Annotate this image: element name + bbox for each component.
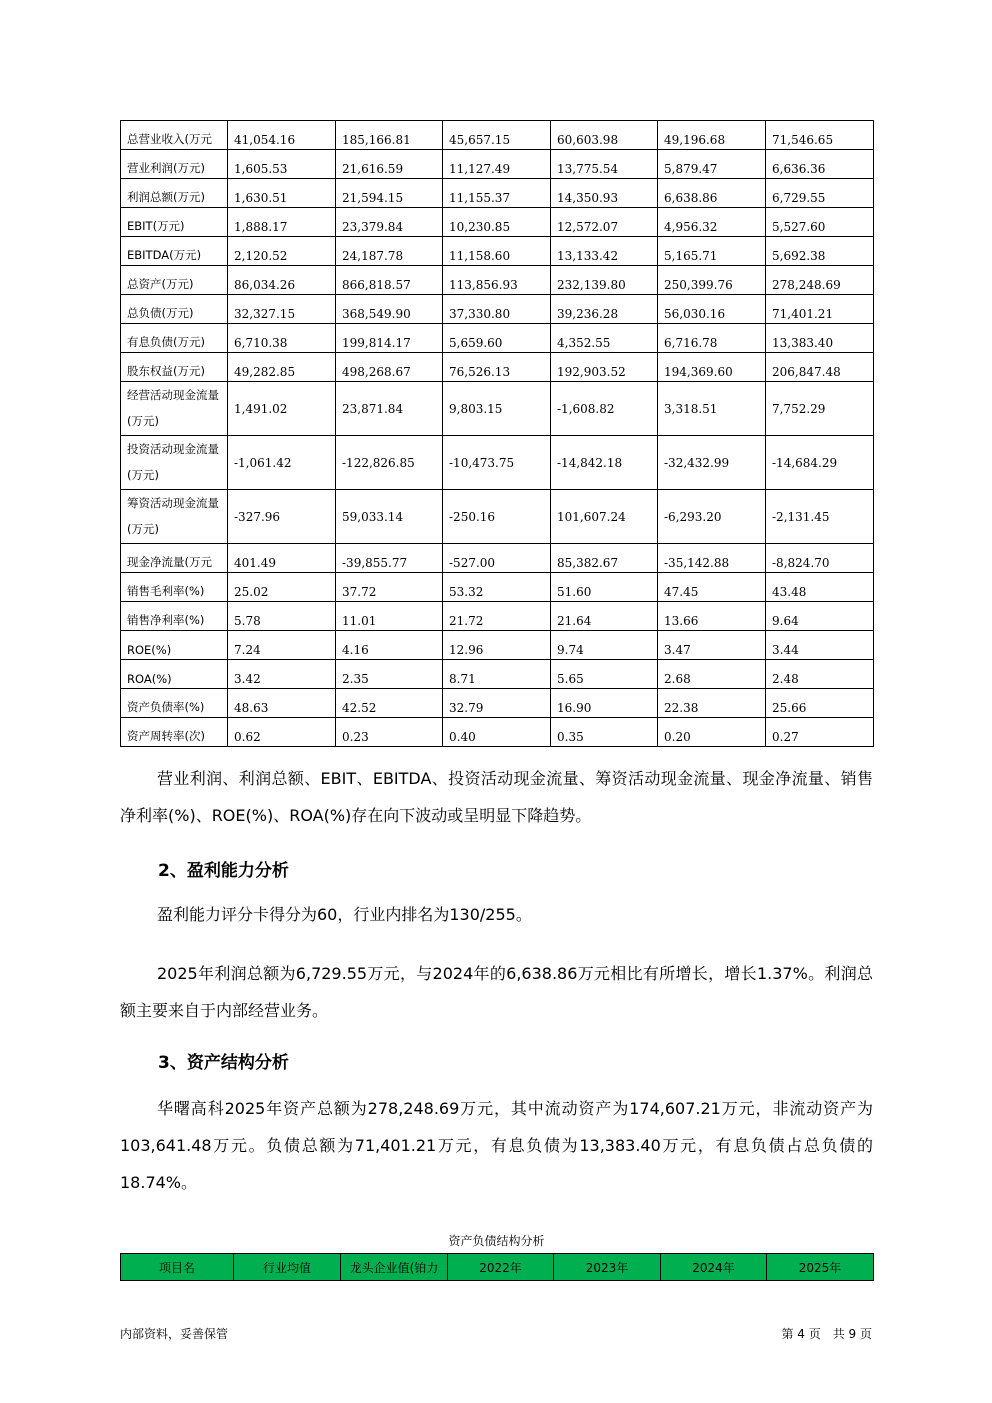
table-row — [121, 689, 874, 718]
row-label: EBIT(万元) — [121, 208, 228, 237]
table-cell: 6,729.55 — [766, 179, 874, 208]
column-header: 行业均值 — [234, 1254, 341, 1281]
table-cell: 0.35 — [551, 718, 658, 747]
table-cell: 3,318.51 — [658, 382, 766, 436]
table-cell: 21,616.59 — [336, 150, 443, 179]
table-cell: 1,888.17 — [228, 208, 336, 237]
table-cell: 5.65 — [551, 660, 658, 689]
table-cell: -122,826.85 — [336, 436, 443, 490]
table-cell: 2,120.52 — [228, 237, 336, 266]
row-label: 总资产(万元) — [121, 266, 228, 295]
table-row — [121, 544, 874, 573]
column-header: 2023年 — [554, 1254, 661, 1281]
column-header: 2022年 — [448, 1254, 554, 1281]
row-label: 营业利润(万元) — [121, 150, 228, 179]
row-label: 销售净利率(%) — [121, 602, 228, 631]
table-cell: 9.74 — [551, 631, 658, 660]
table-cell: -14,684.29 — [766, 436, 874, 490]
row-label: 现金净流量(万元 — [121, 544, 228, 573]
table-cell: 60,603.98 — [551, 121, 658, 150]
table-cell: 71,401.21 — [766, 295, 874, 324]
table-row — [121, 490, 874, 544]
table-cell: 5,165.71 — [658, 237, 766, 266]
table-cell: -14,842.18 — [551, 436, 658, 490]
table-cell: 45,657.15 — [443, 121, 551, 150]
table-cell: 86,034.26 — [228, 266, 336, 295]
footer-confidential-note: 内部资料，妥善保管 — [120, 1327, 229, 1341]
table-caption: 资产负债结构分析 — [448, 1234, 545, 1248]
table-cell: 23,871.84 — [336, 382, 443, 436]
table-cell: 43.48 — [766, 573, 874, 602]
table-cell: -250.16 — [443, 490, 551, 544]
table-cell: 368,549.90 — [336, 295, 443, 324]
table-row — [121, 179, 874, 208]
footer-page-number: 第 4 页 共 9 页 — [781, 1327, 872, 1341]
table-cell: -327.96 — [228, 490, 336, 544]
table-cell: 37.72 — [336, 573, 443, 602]
financial-indicator-table — [120, 120, 874, 747]
table-row — [121, 208, 874, 237]
table-row — [121, 660, 874, 689]
table-cell: 9,803.15 — [443, 382, 551, 436]
table-cell: 3.42 — [228, 660, 336, 689]
profitability-score-paragraph: 盈利能力评分卡得分为60，行业内排名为130/255。 — [157, 905, 532, 924]
table-cell: 32.79 — [443, 689, 551, 718]
table-cell: 498,268.67 — [336, 353, 443, 382]
table-cell: 5.78 — [228, 602, 336, 631]
table-cell: 113,856.93 — [443, 266, 551, 295]
table-cell: 0.23 — [336, 718, 443, 747]
table-cell: 9.64 — [766, 602, 874, 631]
table-row — [121, 121, 874, 150]
balance-structure-header-row — [121, 1254, 874, 1281]
table-cell: 866,818.57 — [336, 266, 443, 295]
table-cell: 11,155.37 — [443, 179, 551, 208]
table-cell: 1,630.51 — [228, 179, 336, 208]
table-cell: 13,775.54 — [551, 150, 658, 179]
asset-structure-paragraph: 华曙高科2025年资产总额为278,248.69万元，其中流动资产为174,607.21万元，非流动资产为103,641.48万元。负债总额为71,401.21万元，有息负债为13,383.40万元，有息负债占总负债的18.74%。 — [120, 1099, 873, 1192]
table-cell: 25.02 — [228, 573, 336, 602]
table-cell: 11,158.60 — [443, 237, 551, 266]
table-cell: 250,399.76 — [658, 266, 766, 295]
row-label: ROA(%) — [121, 660, 228, 689]
table-cell: 41,054.16 — [228, 121, 336, 150]
table-cell: 11,127.49 — [443, 150, 551, 179]
table-cell: 25.66 — [766, 689, 874, 718]
table-cell: 5,527.60 — [766, 208, 874, 237]
table-cell: -8,824.70 — [766, 544, 874, 573]
table-cell: 13,133.42 — [551, 237, 658, 266]
table-cell: 1,605.53 — [228, 150, 336, 179]
table-row — [121, 324, 874, 353]
table-cell: 7,752.29 — [766, 382, 874, 436]
table-row — [121, 266, 874, 295]
table-cell: 16.90 — [551, 689, 658, 718]
table-cell: 0.40 — [443, 718, 551, 747]
row-label: 股东权益(万元) — [121, 353, 228, 382]
trend-paragraph: 营业利润、利润总额、EBIT、EBITDA、投资活动现金流量、筹资活动现金流量、现金净流量、销售净利率(%)、ROE(%)、ROA(%)存在向下波动或呈明显下降趋势。 — [120, 769, 873, 825]
table-cell: 2.68 — [658, 660, 766, 689]
table-cell: 76,526.13 — [443, 353, 551, 382]
table-cell: 21.64 — [551, 602, 658, 631]
table-cell: 194,369.60 — [658, 353, 766, 382]
table-cell: 85,382.67 — [551, 544, 658, 573]
table-cell: -10,473.75 — [443, 436, 551, 490]
table-row — [121, 631, 874, 660]
table-cell: 21.72 — [443, 602, 551, 631]
table-cell: 12,572.07 — [551, 208, 658, 237]
table-cell: 3.47 — [658, 631, 766, 660]
table-row — [121, 602, 874, 631]
table-cell: 6,716.78 — [658, 324, 766, 353]
table-cell: 10,230.85 — [443, 208, 551, 237]
row-label: EBITDA(万元) — [121, 237, 228, 266]
table-cell: 2.48 — [766, 660, 874, 689]
table-cell: 39,236.28 — [551, 295, 658, 324]
row-label: 筹资活动现金流量(万元) — [121, 490, 228, 544]
table-cell: -6,293.20 — [658, 490, 766, 544]
row-label: 投资活动现金流量(万元) — [121, 436, 228, 490]
table-cell: -39,855.77 — [336, 544, 443, 573]
table-cell: 0.62 — [228, 718, 336, 747]
table-cell: -1,608.82 — [551, 382, 658, 436]
section-heading-profitability: 2、盈利能力分析 — [158, 861, 289, 881]
row-label: 销售毛利率(%) — [121, 573, 228, 602]
table-cell: 12.96 — [443, 631, 551, 660]
table-row — [121, 295, 874, 324]
table-row — [121, 150, 874, 179]
table-row — [121, 237, 874, 266]
table-cell: 22.38 — [658, 689, 766, 718]
financial-table-body — [121, 121, 874, 747]
row-label: 有息负债(万元) — [121, 324, 228, 353]
table-cell: 5,659.60 — [443, 324, 551, 353]
column-header: 2024年 — [661, 1254, 767, 1281]
table-cell: 23,379.84 — [336, 208, 443, 237]
table-cell: 13,383.40 — [766, 324, 874, 353]
table-cell: 14,350.93 — [551, 179, 658, 208]
table-cell: 13.66 — [658, 602, 766, 631]
table-cell: 7.24 — [228, 631, 336, 660]
table-row — [121, 436, 874, 490]
table-row — [121, 382, 874, 436]
table-cell: 401.49 — [228, 544, 336, 573]
table-cell: 4,352.55 — [551, 324, 658, 353]
table-cell: 49,282.85 — [228, 353, 336, 382]
table-cell: 8.71 — [443, 660, 551, 689]
table-cell: -32,432.99 — [658, 436, 766, 490]
table-cell: 185,166.81 — [336, 121, 443, 150]
table-cell: 59,033.14 — [336, 490, 443, 544]
table-cell: 3.44 — [766, 631, 874, 660]
table-cell: 0.20 — [658, 718, 766, 747]
table-cell: 2.35 — [336, 660, 443, 689]
row-label: ROE(%) — [121, 631, 228, 660]
table-row — [121, 353, 874, 382]
table-cell: 21,594.15 — [336, 179, 443, 208]
table-cell: 232,139.80 — [551, 266, 658, 295]
row-label: 资产负债率(%) — [121, 689, 228, 718]
table-cell: 199,814.17 — [336, 324, 443, 353]
table-cell: 206,847.48 — [766, 353, 874, 382]
table-cell: 42.52 — [336, 689, 443, 718]
table-cell: -1,061.42 — [228, 436, 336, 490]
row-label: 经营活动现金流量(万元) — [121, 382, 228, 436]
table-cell: 56,030.16 — [658, 295, 766, 324]
table-cell: 71,546.65 — [766, 121, 874, 150]
table-cell: 4.16 — [336, 631, 443, 660]
table-cell: 6,638.86 — [658, 179, 766, 208]
table-cell: 49,196.68 — [658, 121, 766, 150]
table-cell: 5,879.47 — [658, 150, 766, 179]
table-cell: -527.00 — [443, 544, 551, 573]
column-header: 2025年 — [767, 1254, 874, 1281]
table-cell: 5,692.38 — [766, 237, 874, 266]
column-header: 项目名 — [121, 1254, 234, 1281]
row-label: 总营业收入(万元 — [121, 121, 228, 150]
table-cell: 1,491.02 — [228, 382, 336, 436]
table-cell: 32,327.15 — [228, 295, 336, 324]
section-heading-asset-structure: 3、资产结构分析 — [158, 1053, 289, 1073]
table-cell: 4,956.32 — [658, 208, 766, 237]
profit-total-paragraph: 2025年利润总额为6,729.55万元，与2024年的6,638.86万元相比有所增长，增长1.37%。利润总额主要来自于内部经营业务。 — [120, 964, 873, 1020]
table-cell: 47.45 — [658, 573, 766, 602]
table-row — [121, 573, 874, 602]
table-cell: 11.01 — [336, 602, 443, 631]
table-cell: 6,710.38 — [228, 324, 336, 353]
table-cell: 51.60 — [551, 573, 658, 602]
balance-structure-table — [120, 1253, 874, 1281]
table-cell: -2,131.45 — [766, 490, 874, 544]
row-label: 利润总额(万元) — [121, 179, 228, 208]
row-label: 总负债(万元) — [121, 295, 228, 324]
table-cell: 37,330.80 — [443, 295, 551, 324]
table-row — [121, 718, 874, 747]
table-cell: 53.32 — [443, 573, 551, 602]
table-cell: 48.63 — [228, 689, 336, 718]
table-cell: -35,142.88 — [658, 544, 766, 573]
table-cell: 101,607.24 — [551, 490, 658, 544]
table-cell: 0.27 — [766, 718, 874, 747]
table-cell: 6,636.36 — [766, 150, 874, 179]
row-label: 资产周转率(次) — [121, 718, 228, 747]
table-cell: 24,187.78 — [336, 237, 443, 266]
table-cell: 192,903.52 — [551, 353, 658, 382]
table-cell: 278,248.69 — [766, 266, 874, 295]
column-header: 龙头企业值(铂力 — [341, 1254, 448, 1281]
